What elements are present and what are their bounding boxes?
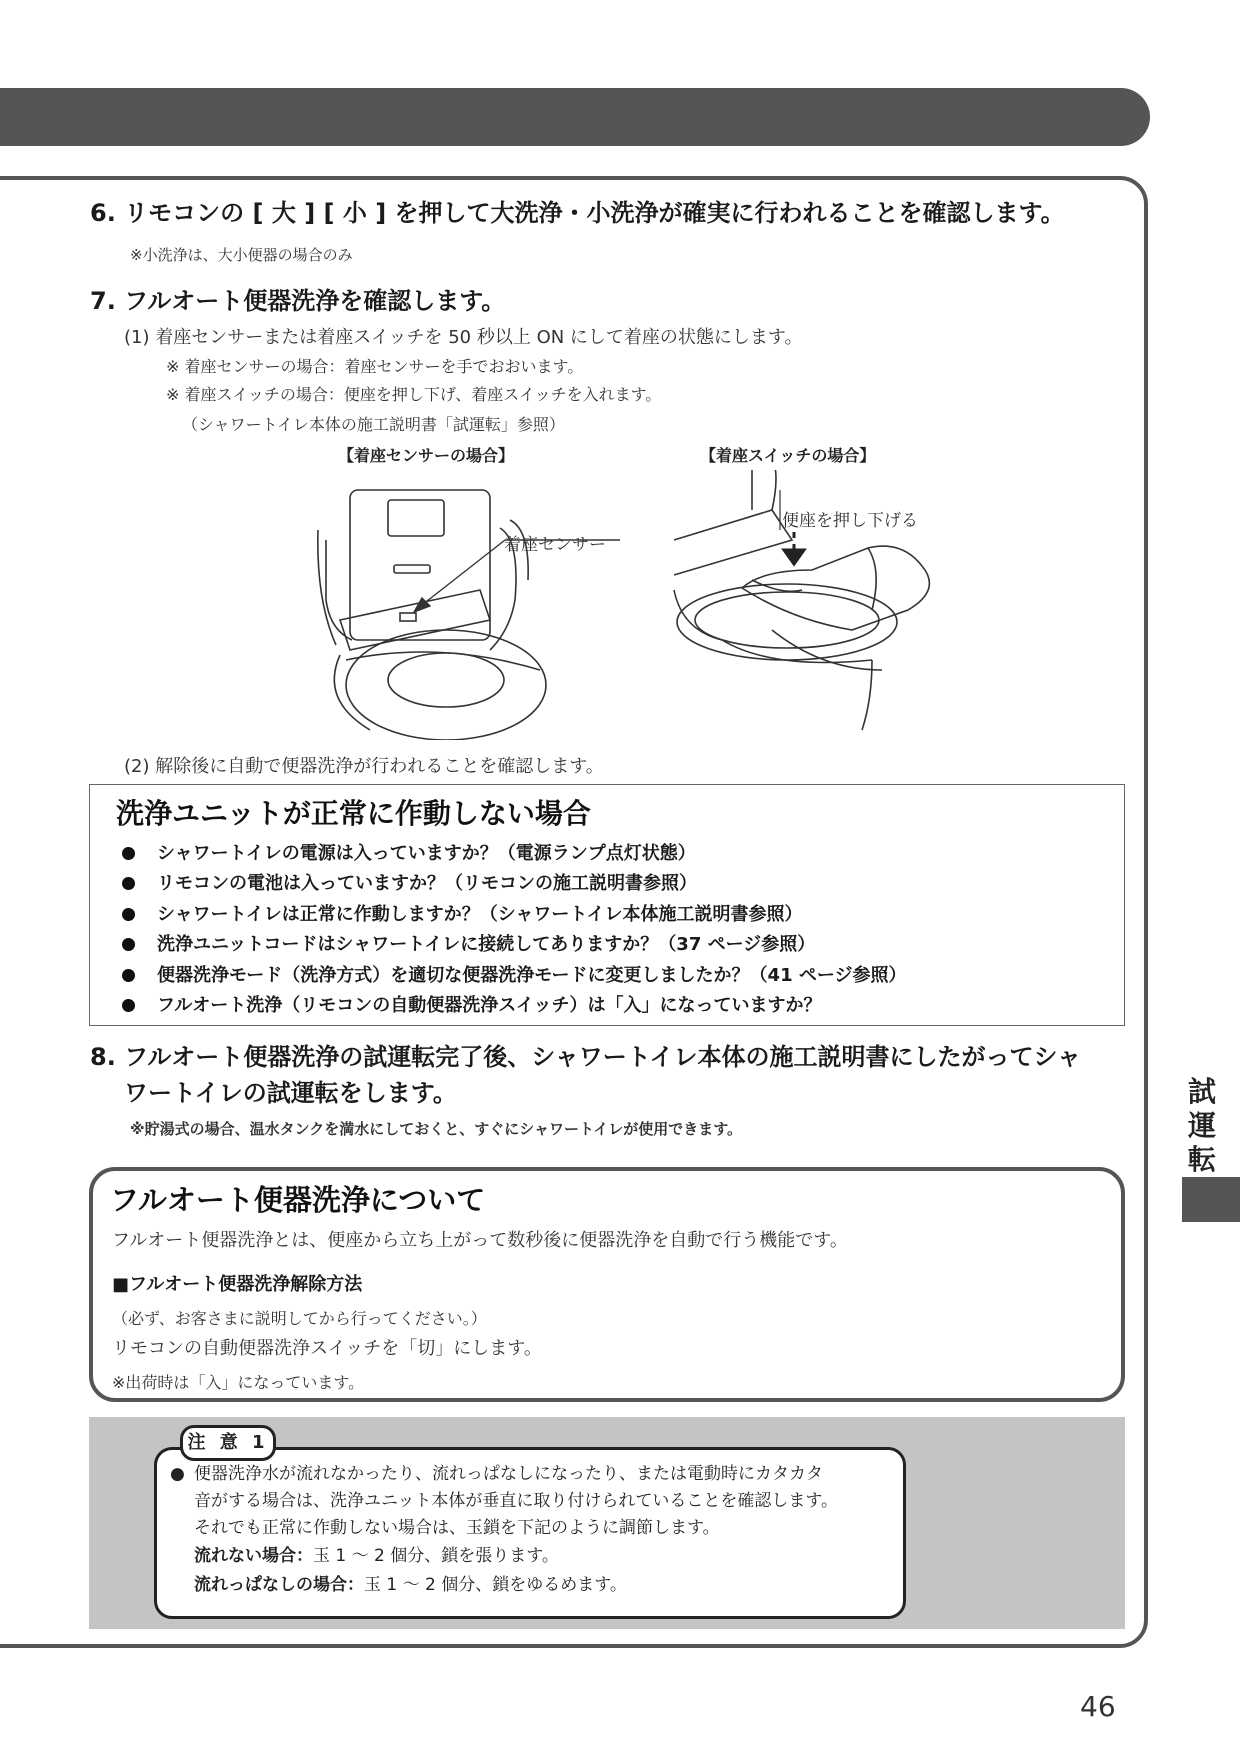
bullet-icon xyxy=(122,999,135,1012)
step6-note: ※小洗浄は、大小便器の場合のみ xyxy=(130,246,353,264)
troubleshooting-item: シャワートイレは正常に作動しますか？（シャワートイレ本体施工説明書参照） xyxy=(122,900,802,926)
info-desc: フルオート便器洗浄とは、便座から立ち上がって数秒後に便器洗浄を自動で行う機能です。 xyxy=(112,1230,848,1251)
header-bar xyxy=(0,88,1150,146)
info-title: フルオート便器洗浄について xyxy=(110,1183,486,1217)
step7-note-sensor: ※ 着座センサーの場合：着座センサーを手でおおいます。 xyxy=(166,357,584,376)
caution-bullet-icon: ● xyxy=(170,1464,185,1484)
step8-note: ※貯湯式の場合、温水タンクを満水にしておくと、すぐにシャワートイレが使用できます。 xyxy=(130,1120,743,1138)
label-sensor: 着座センサー xyxy=(504,535,606,555)
caution-line5: 流れっぱなしの場合：玉 1 ～ 2 個分、鎖をゆるめます。 xyxy=(194,1575,627,1595)
info-line2: リモコンの自動便器洗浄スイッチを「切」にします。 xyxy=(112,1338,542,1359)
bullet-icon xyxy=(122,969,135,982)
side-index-label: 試運転 xyxy=(1187,1075,1216,1176)
label-press: 便座を押し下げる xyxy=(782,511,918,531)
info-subheading: ■フルオート便器洗浄解除方法 xyxy=(112,1274,363,1295)
caution-line2: 音がする場合は、洗浄ユニット本体が垂直に取り付けられていることを確認します。 xyxy=(194,1491,838,1511)
step8-title-line2: ワートイレの試運転をします。 xyxy=(124,1079,457,1107)
step7-title: 7. フルオート便器洗浄を確認します。 xyxy=(90,287,506,315)
bullet-icon xyxy=(122,877,135,890)
troubleshooting-item: 洗浄ユニットコードはシャワートイレに接続してありますか？（37 ページ参照） xyxy=(122,930,815,956)
bullet-icon xyxy=(122,908,135,921)
step7-sub2: (2) 解除後に自動で便器洗浄が行われることを確認します。 xyxy=(124,756,604,777)
seat-sensor-illustration xyxy=(310,470,630,740)
step6-title: 6. リモコンの [ 大 ] [ 小 ] を押して大洗浄・小洗浄が確実に行われることを確認します。 xyxy=(90,199,1065,227)
troubleshooting-item: シャワートイレの電源は入っていますか？（電源ランプ点灯状態） xyxy=(122,839,696,865)
caption-switch: 【着座スイッチの場合】 xyxy=(700,446,876,465)
troubleshooting-item: フルオート洗浄（リモコンの自動便器洗浄スイッチ）は「入」になっていますか？ xyxy=(122,991,822,1017)
step7-note-ref: （シャワートイレ本体の施工説明書「試運転」参照） xyxy=(182,415,565,434)
step7-sub1: (1) 着座センサーまたは着座スイッチを 50 秒以上 ON にして着座の状態にします。 xyxy=(124,327,803,348)
info-line1: （必ず、お客さまに説明してから行ってください。） xyxy=(112,1309,487,1328)
caption-sensor: 【着座センサーの場合】 xyxy=(338,446,515,465)
caution-line1: 便器洗浄水が流れなかったり、流れっぱなしになったり、または電動時にカタカタ xyxy=(194,1464,823,1484)
troubleshooting-title: 洗浄ユニットが正常に作動しない場合 xyxy=(116,797,591,830)
caution-line4: 流れない場合：玉 1 ～ 2 個分、鎖を張ります。 xyxy=(194,1546,559,1566)
page-number: 46 xyxy=(1080,1690,1116,1723)
bullet-icon xyxy=(122,938,135,951)
caution-tag: 注 意 1 xyxy=(180,1425,276,1461)
troubleshooting-item: リモコンの電池は入っていますか？（リモコンの施工説明書参照） xyxy=(122,869,697,895)
side-index-tab xyxy=(1182,1177,1240,1222)
caution-line3: それでも正常に作動しない場合は、玉鎖を下記のように調節します。 xyxy=(194,1518,720,1538)
step8-title-line1: 8. フルオート便器洗浄の試運転完了後、シャワートイレ本体の施工説明書にしたがってシャ xyxy=(90,1043,1082,1071)
step7-note-switch: ※ 着座スイッチの場合：便座を押し下げ、着座スイッチを入れます。 xyxy=(166,385,662,404)
info-note: ※出荷時は「入」になっています。 xyxy=(112,1373,365,1392)
troubleshooting-item: 便器洗浄モード（洗浄方式）を適切な便器洗浄モードに変更しましたか？（41 ページ参照） xyxy=(122,961,907,987)
bullet-icon xyxy=(122,847,135,860)
